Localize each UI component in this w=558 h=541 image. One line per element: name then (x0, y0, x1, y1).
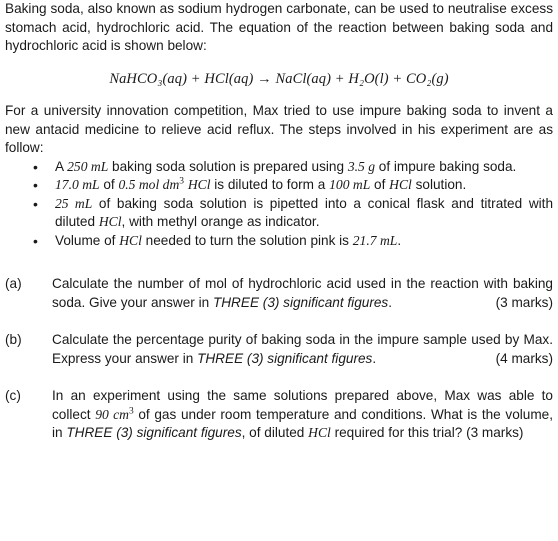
question-b (5, 331, 553, 368)
question-label: (b) (5, 332, 22, 347)
marks-label: (4 marks) (495, 350, 553, 366)
question-label: (a) (5, 276, 22, 291)
experiment-steps (5, 158, 553, 251)
step-4: • Volume of HCl needed to turn the solution pink is 21.7 mL. (55, 232, 553, 251)
question-text: Calculate the percentage purity of baking soda in the impure sample used by Max. Express your answer in THREE (3) significant figures. (4 marks) (52, 331, 553, 368)
intro-paragraph: Baking soda, also known as sodium hydrogen carbonate, can be used to neutralise excess stomach acid, hydrochloric acid. The equation of the reaction between baking soda and hydrochloric acid is shown below: (5, 1, 553, 53)
marks-label: (3 marks) (495, 294, 553, 310)
question-label: (c) (5, 388, 21, 403)
experiment-paragraph: For a university innovation competition, Max tried to use impure baking soda to invent a new antacid medicine to relieve acid reflux. The steps involved in his experiment are as follow: (5, 103, 553, 155)
step-2: • 17.0 mL of 0.5 mol $dm^3$ HCl is diluted to form a 100 mL of HCl solution. (55, 176, 553, 195)
step-3: • 25 mL of baking soda solution is pipetted into a conical flask and titrated with diluted HCl, with methyl orange as indicator. (55, 195, 553, 232)
marks-label: (3 marks) (466, 425, 524, 440)
question-text: Calculate the number of mol of hydrochloric acid used in the reaction with baking soda. Give your answer in THREE (3) significant figures. (3 marks) (52, 275, 553, 312)
question-a (5, 275, 553, 312)
question-text: In an experiment using the same solutions prepared above, Max was able to collect 90 $cm^3$ of gas under room temperature and conditions. What is the volume, in THREE (3) significant figures, of diluted HCl required for this trial? (3 marks) (52, 388, 553, 440)
reaction-equation: NaHCO₃(aq) + HCl(aq) → NaCl(aq) + H₂O(l) + CO₂(g) (109, 70, 449, 87)
question-c (5, 387, 553, 443)
step-1: • A 250 mL baking soda solution is prepared using 3.5 g of impure baking soda. (55, 158, 553, 177)
